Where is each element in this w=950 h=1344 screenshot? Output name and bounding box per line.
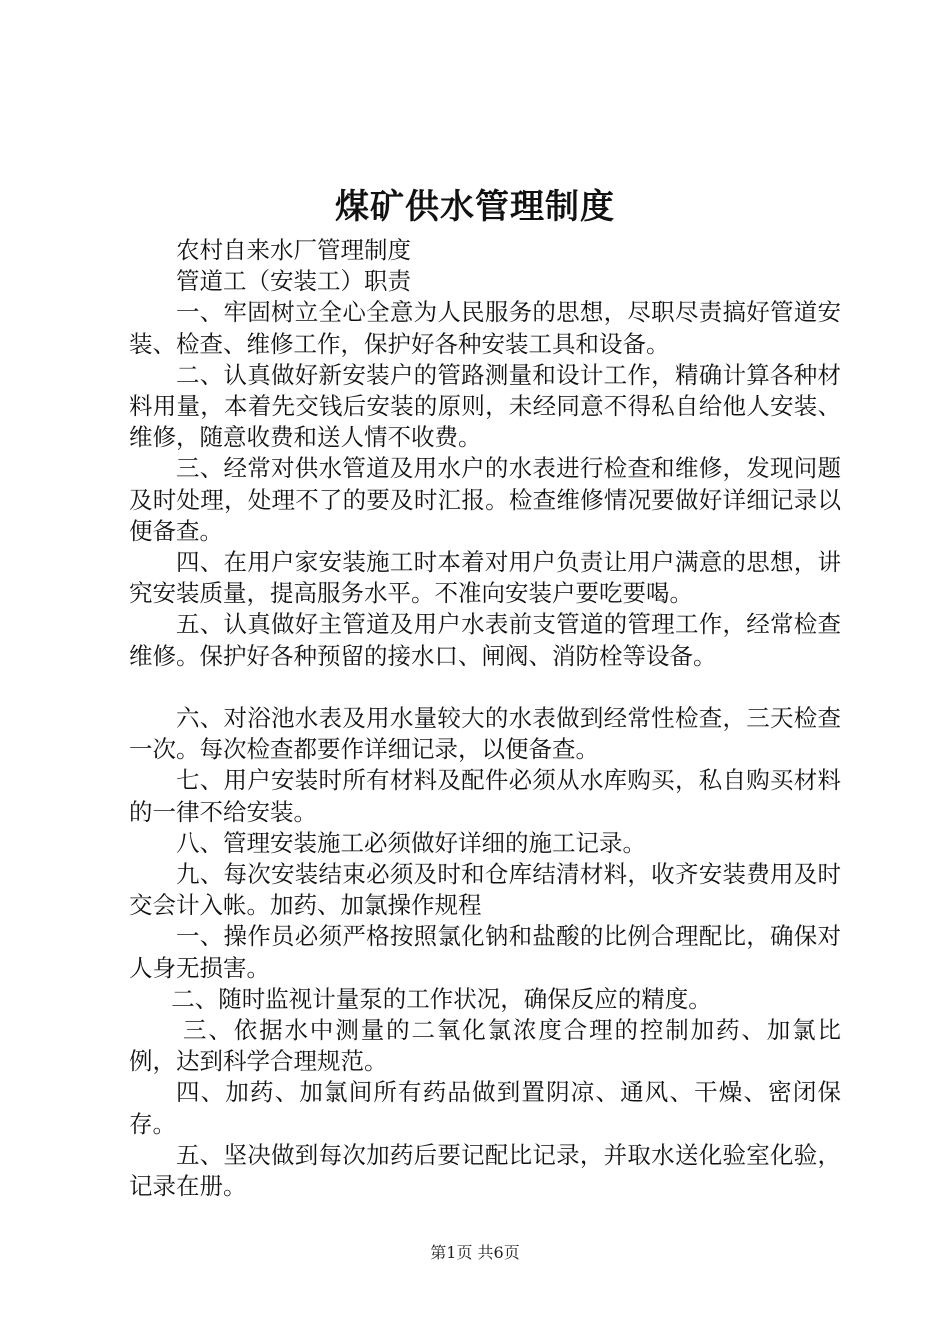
- paragraph: 三、经常对供水管道及用水户的水表进行检查和维修，发现问题及时处理，处理不了的要及时汇报。检查维修情况要做好详细记录以便备查。: [129, 454, 841, 545]
- paragraph: 四、加药、加氯间所有药品做到置阴凉、通风、干燥、密闭保存。: [129, 1078, 841, 1138]
- paragraph: 农村自来水厂管理制度: [176, 236, 411, 264]
- paragraph: 管道工（安装工）职责: [176, 267, 411, 296]
- paragraph: 五、认真做好主管道及用户水表前支管道的管理工作，经常检查维修。保护好各种预留的接水口、闸阀、消防栓等设备。: [129, 610, 841, 670]
- document-body: [129, 235, 841, 1202]
- paragraph: 五、坚决做到每次加药后要记配比记录，并取水送化验室化验，记录在册。: [129, 1140, 841, 1201]
- paragraph: 二、认真做好新安装户的管路测量和设计工作，精确计算各种材料用量，本着先交钱后安装的原则，未经同意不得私自给他人安装、维修，随意收费和送人情不收费。: [129, 360, 841, 452]
- paragraph: 六、对浴池水表及用水量较大的水表做到经常性检查，三天检查一次。每次检查都要作详细记录，以便备查。: [129, 704, 841, 764]
- paragraph: 一、牢固树立全心全意为人民服务的思想，尽职尽责搞好管道安装、检查、维修工作，保护好各种安装工具和设备。: [129, 298, 841, 358]
- paragraph: 二、随时监视计量泵的工作状况，确保反应的精度。: [171, 984, 712, 1013]
- page-footer: 第1页 共6页: [430, 1243, 520, 1262]
- paragraph: 三、依据水中测量的二氧化氯浓度合理的控制加药、加氯比例，达到科学合理规范。: [129, 1016, 841, 1076]
- paragraph: 四、在用户家安装施工时本着对用户负责让用户满意的思想，讲究安装质量，提高服务水平。不准向安装户要吃要喝。: [129, 548, 841, 608]
- paragraph: 九、每次安装结束必须及时和仓库结清材料，收齐安装费用及时交会计入帐。加药、加氯操作规程: [129, 860, 841, 920]
- blank-line: [129, 672, 841, 703]
- paragraph: 七、用户安装时所有材料及配件必须从水库购买，私自购买材料的一律不给安装。: [129, 766, 841, 826]
- document-title: 煤矿供水管理制度: [335, 187, 615, 227]
- paragraph: 八、管理安装施工必须做好详细的施工记录。: [176, 828, 646, 857]
- paragraph: 一、操作员必须严格按照氯化钠和盐酸的比例合理配比，确保对人身无损害。: [129, 922, 841, 982]
